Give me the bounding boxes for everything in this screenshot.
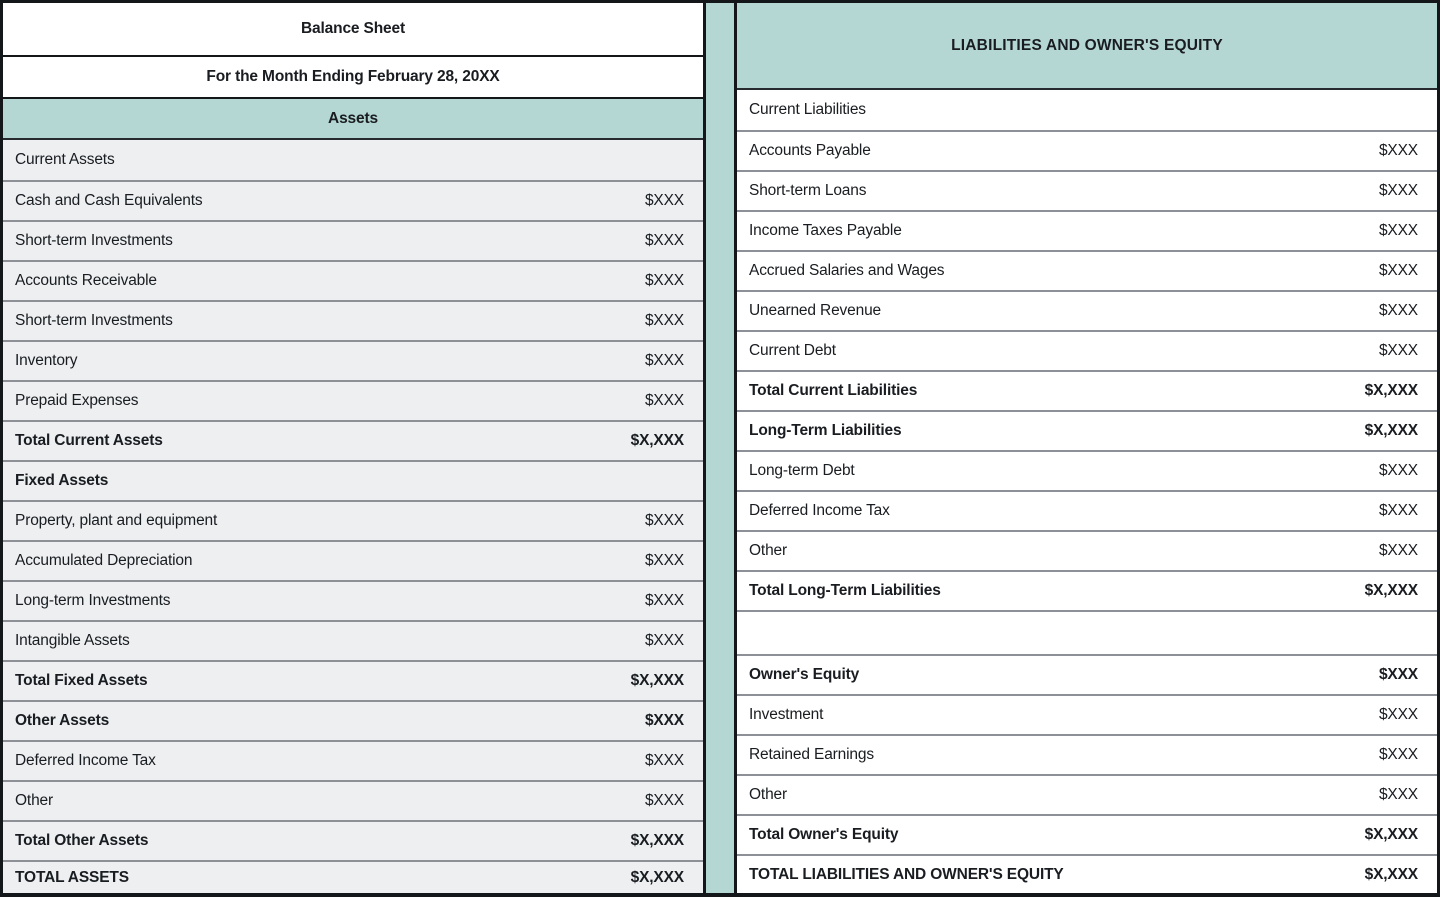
table-row [3, 180, 703, 220]
row-label: Long-term Investments [15, 592, 171, 609]
table-row [3, 660, 703, 700]
row-value: $X,XXX [1364, 422, 1418, 439]
sheet-subtitle-row [3, 57, 703, 99]
row-label: Retained Earnings [749, 746, 874, 763]
spacer-row [737, 610, 1437, 654]
table-row [3, 140, 703, 180]
liabilities-section-header [737, 3, 1437, 90]
table-row [737, 410, 1437, 450]
row-value: $XXX [1378, 542, 1418, 559]
table-row [737, 774, 1437, 814]
row-value: $XXX [1378, 142, 1418, 159]
row-value: $XXX [1378, 462, 1418, 479]
assets-rows [3, 140, 703, 894]
row-label: Income Taxes Payable [749, 222, 902, 239]
table-row [737, 210, 1437, 250]
row-value: $XXX [1378, 222, 1418, 239]
table-row [737, 490, 1437, 530]
table-row [737, 854, 1437, 894]
table-row [3, 460, 703, 500]
row-value: $X,XXX [1364, 382, 1418, 399]
row-label: Total Current Liabilities [749, 382, 918, 399]
table-row [737, 694, 1437, 734]
row-label: Current Debt [749, 342, 836, 359]
table-row [737, 570, 1437, 610]
row-label: Other Assets [15, 712, 110, 729]
table-row [737, 450, 1437, 490]
row-label: Long-Term Liabilities [749, 422, 902, 439]
row-label: Deferred Income Tax [749, 502, 890, 519]
row-label: Accrued Salaries and Wages [749, 262, 945, 279]
row-value: $XXX [644, 592, 684, 609]
table-row [737, 170, 1437, 210]
row-label: Fixed Assets [15, 472, 109, 489]
row-value: $X,XXX [630, 432, 684, 449]
table-row [3, 380, 703, 420]
table-row [3, 340, 703, 380]
table-row [3, 220, 703, 260]
liabilities-table [734, 0, 1440, 897]
row-value: $XXX [644, 712, 684, 729]
row-label: Deferred Income Tax [15, 752, 156, 769]
row-label: Short-term Loans [749, 182, 867, 199]
bottom-border [0, 893, 1440, 897]
row-value: $XXX [1378, 502, 1418, 519]
sheet-subtitle: For the Month Ending February 28, 20XX [206, 68, 500, 85]
table-row [3, 700, 703, 740]
row-label: Total Current Assets [15, 432, 163, 449]
row-value: $X,XXX [1364, 582, 1418, 599]
assets-section-header-label: Assets [328, 109, 378, 127]
row-value: $XXX [1378, 302, 1418, 319]
table-row [737, 330, 1437, 370]
row-label: Accounts Payable [749, 142, 871, 159]
row-label: Short-term Investments [15, 232, 173, 249]
row-value: $XXX [1378, 666, 1418, 683]
row-value: $XXX [1378, 342, 1418, 359]
row-value: $XXX [644, 512, 684, 529]
row-value: $X,XXX [630, 672, 684, 689]
row-value: $XXX [644, 312, 684, 329]
row-value: $XXX [1378, 706, 1418, 723]
row-value: $XXX [644, 392, 684, 409]
row-label: Total Long-Term Liabilities [749, 582, 941, 599]
assets-section-header [3, 99, 703, 140]
row-label: Intangible Assets [15, 632, 130, 649]
table-row [3, 420, 703, 460]
table-row [3, 780, 703, 820]
liabilities-rows [737, 90, 1437, 894]
row-value: $XXX [644, 352, 684, 369]
row-value: $XXX [644, 552, 684, 569]
top-border [0, 0, 1440, 3]
row-label: TOTAL LIABILITIES AND OWNER'S EQUITY [749, 866, 1064, 883]
table-row [737, 290, 1437, 330]
row-label: Owner's Equity [749, 666, 860, 683]
row-value: $XXX [644, 272, 684, 289]
table-row [3, 300, 703, 340]
row-label: TOTAL ASSETS [15, 869, 129, 886]
sheet-title: Balance Sheet [300, 20, 405, 37]
row-label: Inventory [15, 352, 78, 369]
table-row [737, 814, 1437, 854]
table-row [3, 580, 703, 620]
table-row [3, 540, 703, 580]
row-value: $XXX [644, 752, 684, 769]
row-label: Accumulated Depreciation [15, 552, 193, 569]
row-label: Investment [749, 706, 824, 723]
row-label: Unearned Revenue [749, 302, 882, 319]
table-row [737, 734, 1437, 774]
row-value: $XXX [644, 792, 684, 809]
table-row [737, 90, 1437, 130]
row-label: Current Assets [15, 151, 115, 168]
table-row [737, 370, 1437, 410]
table-row [3, 500, 703, 540]
row-value: $XXX [1378, 786, 1418, 803]
row-label: Other [15, 792, 54, 809]
row-label: Prepaid Expenses [15, 392, 139, 409]
table-row [3, 260, 703, 300]
row-label: Accounts Receivable [15, 272, 157, 289]
row-label: Other [749, 786, 788, 803]
row-label: Property, plant and equipment [15, 512, 218, 529]
table-row [737, 250, 1437, 290]
row-value: $XXX [644, 632, 684, 649]
row-value: $XXX [1378, 262, 1418, 279]
liabilities-section-header-label: LIABILITIES AND OWNER'S EQUITY [951, 36, 1223, 54]
row-label: Other [749, 542, 788, 559]
row-label: Cash and Cash Equivalents [15, 192, 203, 209]
row-label: Total Other Assets [15, 832, 149, 849]
table-row [3, 740, 703, 780]
row-label: Long-term Debt [749, 462, 855, 479]
row-label: Total Fixed Assets [15, 672, 148, 689]
row-value: $X,XXX [630, 869, 684, 886]
row-value: $XXX [644, 232, 684, 249]
table-row [3, 860, 703, 894]
row-label: Total Owner's Equity [749, 826, 899, 843]
table-row [737, 130, 1437, 170]
sheet-title-row [3, 3, 703, 57]
row-value: $XXX [644, 192, 684, 209]
assets-table [0, 0, 706, 897]
row-value: $X,XXX [1364, 826, 1418, 843]
row-label: Current Liabilities [749, 101, 866, 118]
row-value: $X,XXX [1364, 866, 1418, 883]
table-row [737, 654, 1437, 694]
table-row [3, 620, 703, 660]
table-row [3, 820, 703, 860]
row-value: $X,XXX [630, 832, 684, 849]
table-row [737, 530, 1437, 570]
row-value: $XXX [1378, 746, 1418, 763]
row-value: $XXX [1378, 182, 1418, 199]
row-label: Short-term Investments [15, 312, 173, 329]
